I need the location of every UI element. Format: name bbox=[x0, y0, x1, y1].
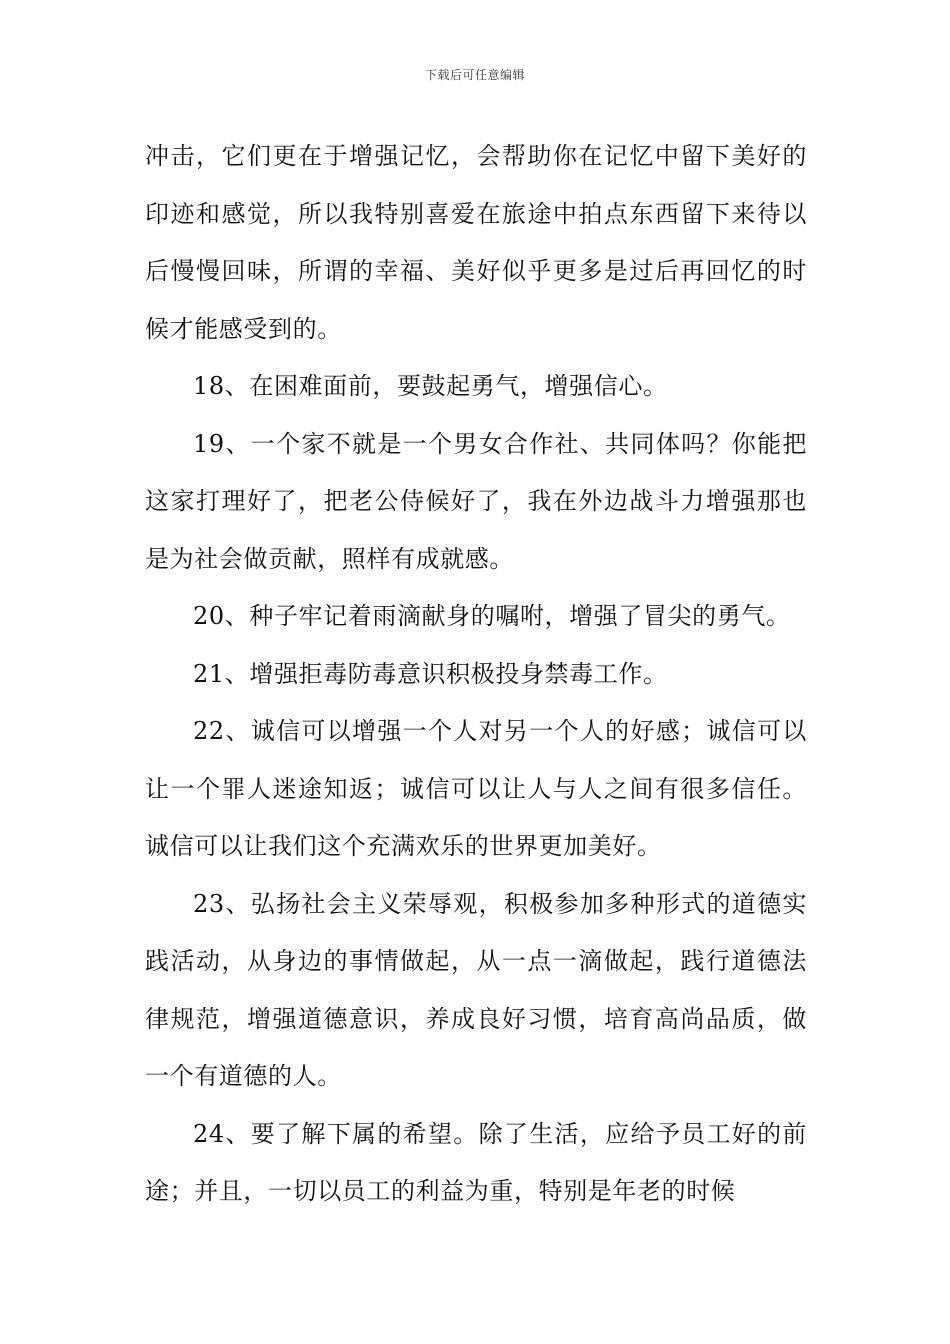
paragraph-20: 20、种子牢记着雨滴献身的嘱咐，增强了冒尖的勇气。 bbox=[193, 602, 791, 630]
paragraph-24: 24、要了解下属的希望。除了生活，应给予员工好的前途；并且，一切以员工的利益为重，特别是年老的时候 bbox=[145, 1119, 807, 1205]
paragraph-22: 22、诚信可以增强一个人对另一个人的好感；诚信可以让一个罪人迷途知返；诚信可以让人与人之间有很多信任。诚信可以让我们这个充满欢乐的世界更加美好。 bbox=[145, 717, 807, 860]
paragraph-21: 21、增强拒毒防毒意识积极投身禁毒工作。 bbox=[193, 659, 668, 688]
paragraph-continuation: 冲击，它们更在于增强记忆，会帮助你在记忆中留下美好的印迹和感觉，所以我特别喜爱在旅途中拍点东西留下来待以后慢慢回味，所谓的幸福、美好似乎更多是过后再回忆的时候才能感受到的。 bbox=[145, 142, 807, 343]
document-body bbox=[145, 128, 807, 1221]
paragraph-18: 18、在困难面前，要鼓起勇气，增强信心。 bbox=[193, 372, 668, 400]
page-header: 下载后可任意编辑 bbox=[424, 68, 525, 82]
paragraph-23: 23、弘扬社会主义荣辱观，积极参加多种形式的道德实践活动，从身边的事情做起，从一点一滴做起，践行道德法律规范，增强道德意识，养成良好习惯，培育高尚品质，做一个有道德的人。 bbox=[145, 889, 807, 1090]
paragraph-19: 19、一个家不就是一个男女合作社、共同体吗？你能把这家打理好了，把老公侍候好了，我在外边战斗力增强那也是为社会做贡献，照样有成就感。 bbox=[145, 429, 807, 573]
